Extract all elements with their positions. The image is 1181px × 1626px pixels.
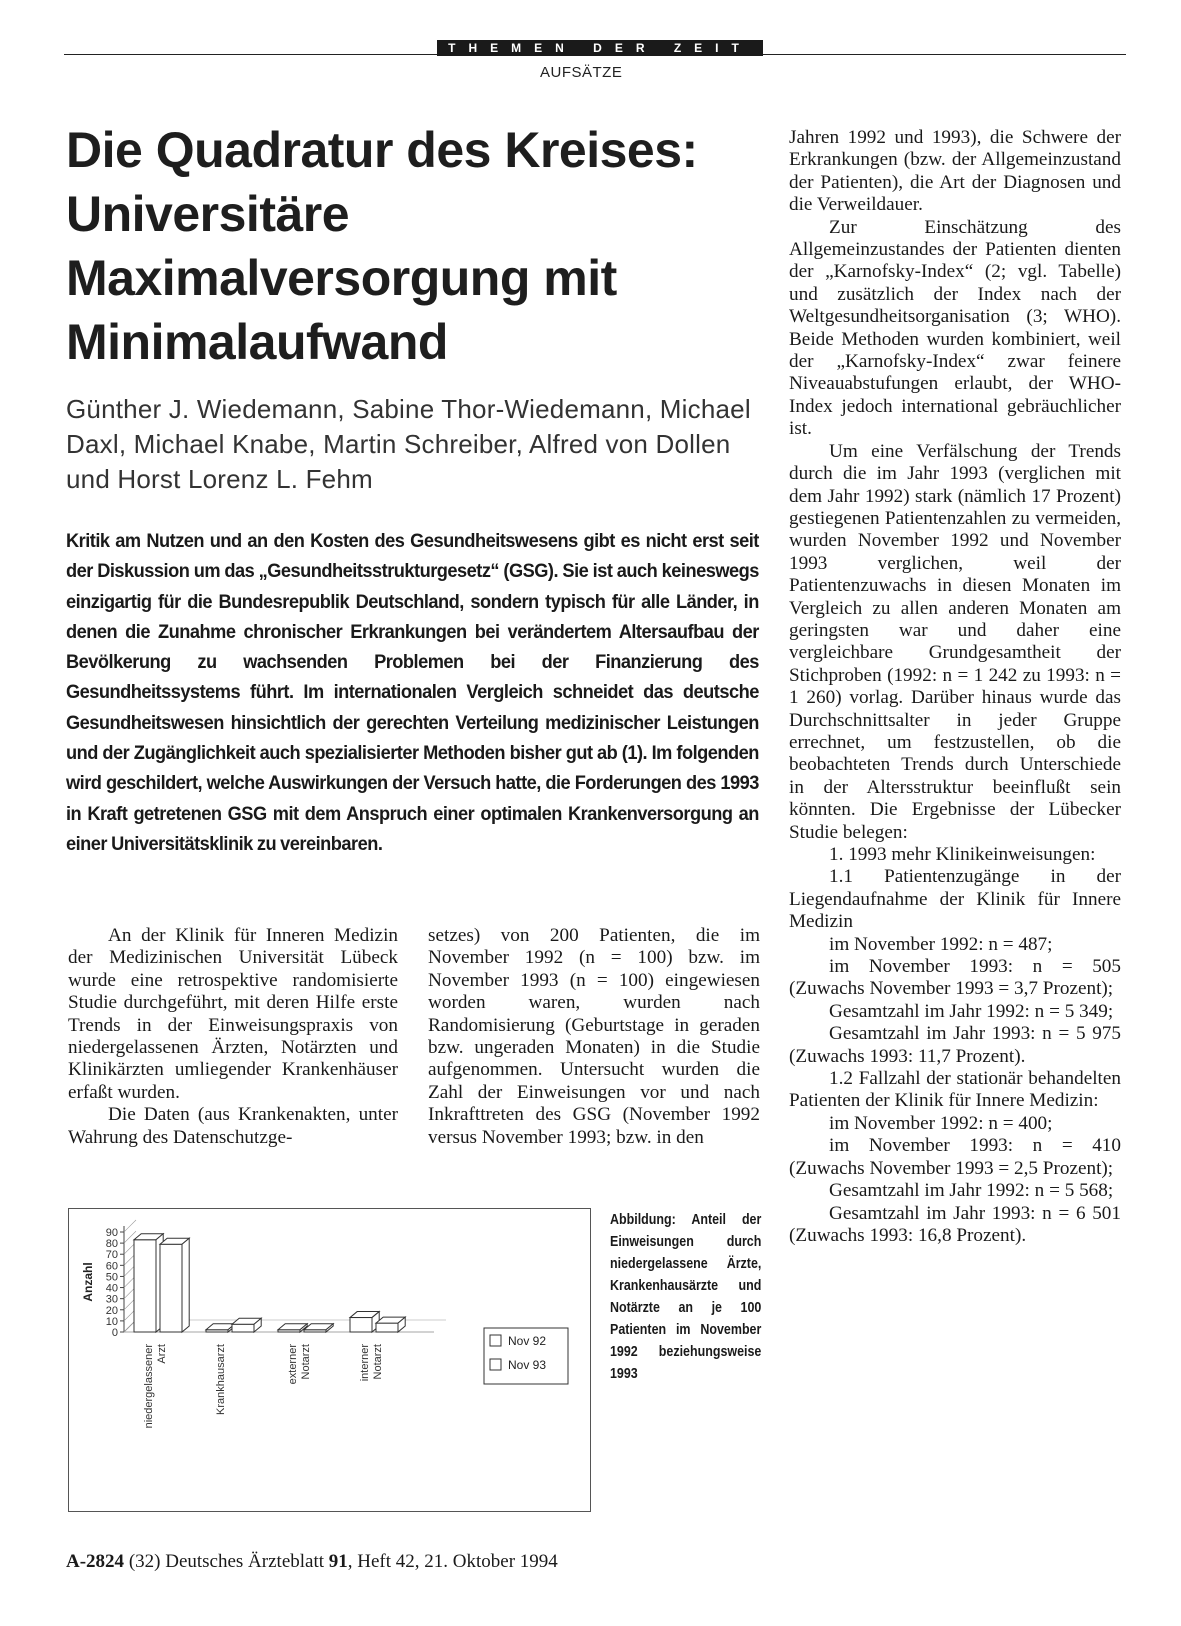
legend-label: Nov 93	[508, 1358, 547, 1372]
paragraph: An der Klinik für Inneren Medizin der Medizinischen Universität Lübeck wurde eine retrospektive randomisierte Studie durchgeführt, mit deren Hilfe erste Trends in der Einweisungspraxis von niedergelassenen Ärzten, Notärzten und Klinikärzten umliegender Krankenhäuser erfaßt wurden.	[68, 925, 398, 1103]
x-tick-label: externer	[287, 1344, 299, 1385]
figure-caption: Abbildung: Anteil der Einweisungen durch niedergelassene Ärzte, Krankenhausärzte und Notärzte an je 100 Patienten im November 1992 beziehungsweise 1993	[610, 1212, 762, 1382]
page-footer	[66, 1551, 558, 1573]
article-authors: Günther J. Wiedemann, Sabine Thor-Wiedemann, Michael Daxl, Michael Knabe, Martin Schreiber, Alfred von Dollen und Horst Lorenz L. Fehm	[66, 394, 751, 494]
legend-label: Nov 92	[508, 1334, 547, 1348]
section-banner: THEMEN DER ZEIT	[437, 40, 763, 56]
journal-name: Deutsches Ärzteblatt	[165, 1551, 325, 1572]
y-axis-label: Anzahl	[81, 1262, 95, 1302]
y-tick-depth	[124, 1220, 136, 1232]
paragraph: 1.2 Fallzahl der stationär behandelten Patienten der Klinik für Innere Medizin:	[789, 1068, 1121, 1112]
x-tick-label: Arzt	[156, 1344, 168, 1364]
section-subtitle: AUFSÄTZE	[540, 64, 623, 81]
paragraph: Gesamtzahl im Jahr 1993: n = 6 501 (Zuwachs 1993: 16,8 Prozent).	[789, 1202, 1121, 1246]
issue-page: (32)	[128, 1551, 161, 1572]
bar	[350, 1318, 372, 1332]
bar	[134, 1240, 156, 1332]
paragraph: 1. 1993 mehr Klinikeinweisungen:	[829, 844, 1096, 865]
y-tick-label: 0	[111, 1327, 118, 1339]
paragraph: setzes) von 200 Patienten, die im November 1992 (n = 100) bzw. im November 1993 (n = 100) eingewiesen worden waren, wurden nach Randomisierung (Geburtstage in geraden bzw. ungeraden Monaten) in die Studie aufgenommen. Untersucht wurden die Zahl der Einweisungen vor und nach Inkrafttreten des GSG (November 1992 versus November 1993; bzw. in den	[428, 925, 760, 1148]
paragraph: im November 1993: n = 505 (Zuwachs November 1993 = 3,7 Prozent);	[789, 956, 1121, 1000]
bar	[376, 1323, 398, 1332]
legend-swatch	[490, 1335, 501, 1346]
bar	[232, 1324, 254, 1332]
body-column-3	[789, 127, 1121, 1247]
article-abstract: Kritik am Nutzen und an den Kosten des Gesundheitswesens gibt es nicht erst seit der Diskussion um das „Gesundheitsstrukturgesetz“ (GSG). Sie ist auch keineswegs einzigartig für die Bundesrepublik Deutschland, sondern typisch für alle Länder, in denen die Zunahme chronischer Erkrankungen bei verändertem Altersaufbau der Bevölkerung zu wachsenden Problemen bei der Finanzierung des Gesundheitssystems führt. Im internationalen Vergleich schneidet das deutsche Gesundheitswesen hinsichtlich der gerechten Verteilung medizinischer Leistungen und der Zugänglichkeit auch spezialisierter Methoden bisher gut ab (1). Im folgenden wird geschildert, welche Auswirkungen der Versuch hatte, die Forderungen des 1993 in Kraft getretenen GSG mit dem Anspruch einer optimalen Krankenversorgung an einer Universitätsklinik zu vereinbaren.	[66, 530, 759, 855]
x-tick-label: niedergelassener	[143, 1344, 155, 1429]
journal-volume: 91	[328, 1551, 348, 1572]
paragraph: 1.1 Patientenzugänge in der Liegendaufnahme der Klinik für Innere Medizin	[789, 866, 1121, 933]
paragraph: Zur Einschätzung des Allgemeinzustandes der Patienten dienten der „Karnofsky-Index“ (2; vgl. Tabelle) und zusätzlich der Index nach der Weltgesundheitsorganisation (3; WHO). Beide Methoden wurden kombiniert, weil der „Karnofsky-Index“ zwar feinere Niveauabstufungen erlaubt, der WHO-Index jedoch international gebräuchlicher ist.	[789, 216, 1121, 440]
paragraph: im November 1992: n = 400;	[829, 1112, 1053, 1134]
y-tick-label: 40	[105, 1282, 118, 1295]
paragraph: im November 1993: n = 410 (Zuwachs November 1993 = 2,5 Prozent);	[789, 1135, 1121, 1179]
bar-side	[182, 1238, 189, 1332]
bar	[160, 1244, 182, 1332]
paragraph: Gesamtzahl im Jahr 1992: n = 5 349;	[829, 1000, 1114, 1022]
y-tick-label: 60	[105, 1260, 118, 1273]
paragraph: Gesamtzahl im Jahr 1993: n = 5 975 (Zuwachs 1993: 11,7 Prozent).	[789, 1023, 1121, 1067]
body-column-2	[428, 925, 760, 1149]
y-tick-label: 90	[105, 1227, 118, 1239]
paragraph: Die Daten (aus Krankenakten, unter Wahrung des Datenschutzge-	[68, 1104, 398, 1148]
legend-swatch	[490, 1359, 501, 1370]
x-tick-label: interner	[359, 1344, 371, 1382]
article-title: Die Quadratur des Kreises: Universitäre Maximalversorgung mit Minimalaufwand	[66, 122, 698, 370]
x-tick-label: Notarzt	[300, 1344, 312, 1380]
issue-details: , Heft 42, 21. Oktober 1994	[347, 1551, 558, 1572]
y-tick-label: 30	[105, 1293, 118, 1306]
paragraph: Um eine Verfälschung der Trends durch die im Jahr 1993 (verglichen mit dem Jahr 1992) stark (nämlich 17 Prozent) gestiegenen Patientenzahlen zu vermeiden, wurden November 1992 und November 1993 verglichen, weil der Patientenzuwachs in diesen Monaten im Vergleich zu allen anderen Monaten am geringsten war und daher eine vergleichbare Grundgesamtheit der Stichproben (1992: n = 1 242 zu 1993: n = 1 260) vorlag. Darüber hinaus wurde das Durchschnittsalter in jeder Gruppe errechnet, um festzustellen, ob die beobachteten Trends durch Unterschiede in der Altersstruktur beeinflußt sein könnten. Die Ergebnisse der Lübecker Studie belegen:	[789, 440, 1121, 843]
paragraph: Gesamtzahl im Jahr 1992: n = 5 568;	[829, 1180, 1114, 1202]
x-tick-label: Krankhausarzt	[215, 1344, 227, 1415]
paragraph: im November 1992: n = 487;	[829, 933, 1053, 955]
page-number: A-2824	[66, 1551, 125, 1572]
x-tick-label: Notarzt	[372, 1344, 384, 1380]
y-tick-label: 50	[105, 1271, 118, 1284]
body-column-1	[68, 925, 398, 1149]
y-tick-label: 10	[105, 1315, 118, 1328]
paragraph: Jahren 1992 und 1993), die Schwere der Erkrankungen (bzw. der Allgemeinzustand der Patienten), die Art der Diagnosen und die Verweildauer.	[789, 127, 1121, 216]
bar-chart	[68, 1208, 591, 1512]
y-tick-label: 70	[105, 1249, 118, 1262]
y-tick-label: 80	[105, 1238, 118, 1251]
y-tick-label: 20	[105, 1304, 118, 1317]
